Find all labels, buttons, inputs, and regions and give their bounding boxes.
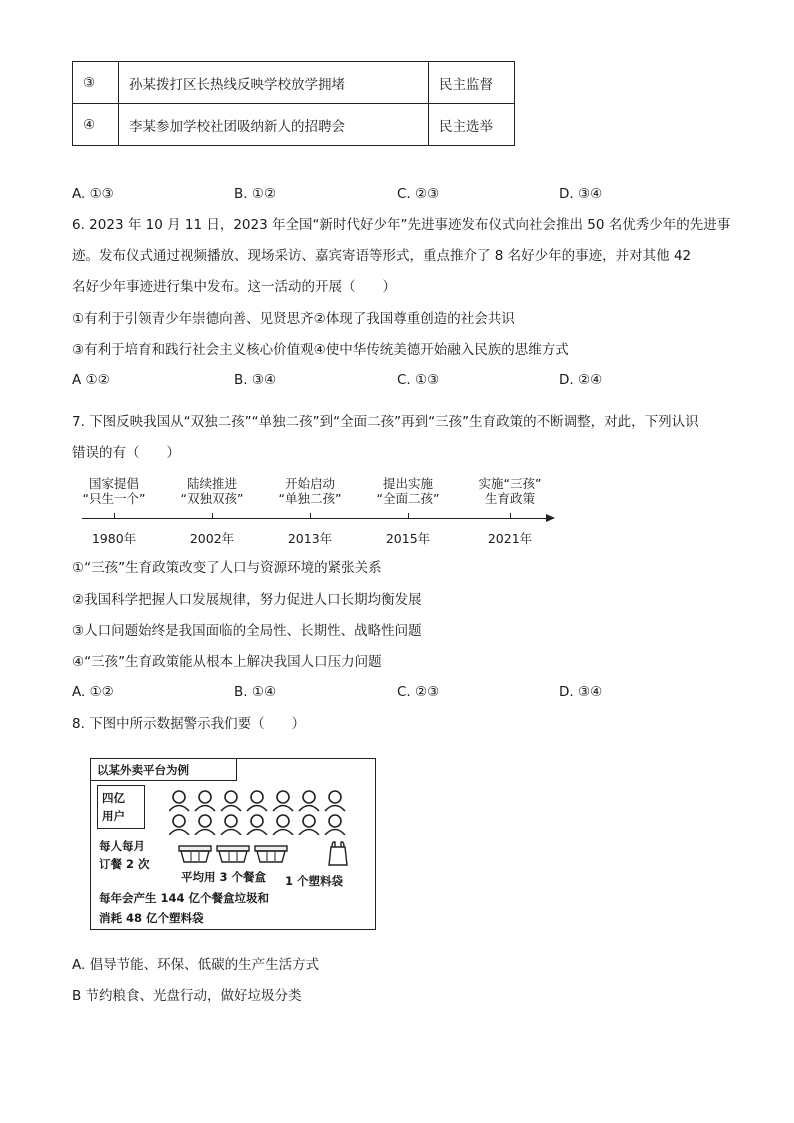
table-row xyxy=(73,104,515,146)
q7-statement: ④“三孩”生育政策能从根本上解决我国人口压力问题 xyxy=(72,654,382,670)
person-icon xyxy=(299,815,319,835)
timeline-label: 陆续推进 “双独双孩” xyxy=(180,476,244,506)
q6-stem-line: 6. 2023 年 10 月 11 日，2023 年全国“新时代好少年”先进事迹发布仪式向社会推出 50 名优秀少年的先进事 xyxy=(72,217,731,233)
person-icon xyxy=(221,815,241,835)
option-a[interactable]: A ①② xyxy=(72,372,110,388)
boxes-label: 平均用 3 个餐盒 xyxy=(181,870,267,884)
plastic-bag-icon xyxy=(327,839,349,867)
timeline-tick xyxy=(212,513,213,519)
person-icon xyxy=(247,815,267,835)
q5-options xyxy=(72,186,632,204)
order-frequency: 每人每月 订餐 2 次 xyxy=(99,839,150,871)
row-type: 民主监督 xyxy=(429,62,515,104)
q6-options xyxy=(72,372,632,390)
arrow-right-icon xyxy=(546,514,555,522)
person-icon xyxy=(195,791,215,811)
option-b[interactable]: B. ①② xyxy=(234,186,277,202)
person-icon xyxy=(195,815,215,835)
q7-stem-line: 7. 下图反映我国从“双独二孩”“单独二孩”到“全面二孩”再到“三孩”生育政策的不断调整，对此，下列认识 xyxy=(72,414,699,430)
policy-timeline xyxy=(78,476,560,546)
option-d[interactable]: D. ③④ xyxy=(559,186,603,202)
bag-label: 1 个塑料袋 xyxy=(285,874,344,888)
policy-table xyxy=(72,61,515,146)
person-icon xyxy=(325,815,345,835)
q7-statement: ③人口问题始终是我国面临的全局性、长期性、战略性问题 xyxy=(72,623,422,639)
person-icon xyxy=(169,791,189,811)
timeline-year: 2021年 xyxy=(487,531,533,546)
timeline-label: 国家提倡 “只生一个” xyxy=(82,476,146,506)
q7-statement: ①“三孩”生育政策改变了人口与资源环境的紧张关系 xyxy=(72,560,382,576)
table-row xyxy=(73,62,515,104)
q6-stem-line: 名好少年事迹进行集中发布。这一活动的开展（ ） xyxy=(72,279,396,295)
person-icon xyxy=(325,791,345,811)
row-event: 孙某拨打区长热线反映学校放学拥堵 xyxy=(119,62,429,104)
timeline-label: 实施“三孩” 生育政策 xyxy=(478,476,542,506)
summary-line: 消耗 48 亿个塑料袋 xyxy=(99,911,204,925)
row-type: 民主选举 xyxy=(429,104,515,146)
row-event: 李某参加学校社团吸纳新人的招聘会 xyxy=(119,104,429,146)
q8-option-a[interactable]: A. 倡导节能、环保、低碳的生产生活方式 xyxy=(72,957,320,973)
option-b[interactable]: B. ③④ xyxy=(234,372,277,388)
meal-box-icon xyxy=(255,846,287,862)
timeline-year: 2015年 xyxy=(385,531,431,546)
option-d[interactable]: D. ③④ xyxy=(559,684,603,700)
timeline-axis xyxy=(82,518,548,519)
meal-box-icons xyxy=(177,843,297,865)
q7-stem-line: 错误的有（ ） xyxy=(72,445,180,461)
person-icon xyxy=(273,815,293,835)
q7-statement: ②我国科学把握人口发展规律，努力促进人口长期均衡发展 xyxy=(72,592,422,608)
option-c[interactable]: C. ②③ xyxy=(397,186,440,202)
meal-box-icon xyxy=(217,846,249,862)
meal-box-icon xyxy=(179,846,211,862)
row-number: ④ xyxy=(73,104,119,146)
q6-statement: ③有利于培育和践行社会主义核心价值观④使中华传统美德开始融入民族的思维方式 xyxy=(72,342,569,358)
option-c[interactable]: C. ②③ xyxy=(397,684,440,700)
option-a[interactable]: A. ①② xyxy=(72,684,114,700)
users-box: 四亿 用户 xyxy=(97,785,145,829)
person-icon xyxy=(221,791,241,811)
q7-options xyxy=(72,684,632,702)
timeline-tick xyxy=(510,513,511,519)
timeline-label: 提出实施 “全面二孩” xyxy=(376,476,440,506)
timeline-year: 2002年 xyxy=(189,531,235,546)
option-b[interactable]: B. ①④ xyxy=(234,684,277,700)
timeline-tick xyxy=(310,513,311,519)
summary-line: 每年会产生 144 亿个餐盒垃圾和 xyxy=(99,891,270,905)
person-icon xyxy=(299,791,319,811)
row-number: ③ xyxy=(73,62,119,104)
q6-stem-line: 迹。发布仪式通过视频播放、现场采访、嘉宾寄语等形式，重点推介了 8 名好少年的事迹，并对其他 42 xyxy=(72,248,692,264)
option-d[interactable]: D. ②④ xyxy=(559,372,603,388)
people-icon-grid xyxy=(169,789,355,835)
timeline-label: 开始启动 “单独二孩” xyxy=(278,476,342,506)
timeline-tick xyxy=(408,513,409,519)
person-icon xyxy=(247,791,267,811)
figure-header: 以某外卖平台为例 xyxy=(91,759,237,781)
timeline-year: 1980年 xyxy=(91,531,137,546)
q8-option-b[interactable]: B 节约粮食、光盘行动，做好垃圾分类 xyxy=(72,988,302,1004)
option-c[interactable]: C. ①③ xyxy=(397,372,440,388)
q6-statement: ①有利于引领青少年崇德向善、见贤思齐②体现了我国尊重创造的社会共识 xyxy=(72,311,515,327)
timeline-year: 2013年 xyxy=(287,531,333,546)
person-icon xyxy=(273,791,293,811)
timeline-tick xyxy=(114,513,115,519)
option-a[interactable]: A. ①③ xyxy=(72,186,114,202)
takeout-waste-figure xyxy=(90,758,376,930)
person-icon xyxy=(169,815,189,835)
q8-stem-line: 8. 下图中所示数据警示我们要（ ） xyxy=(72,716,306,732)
